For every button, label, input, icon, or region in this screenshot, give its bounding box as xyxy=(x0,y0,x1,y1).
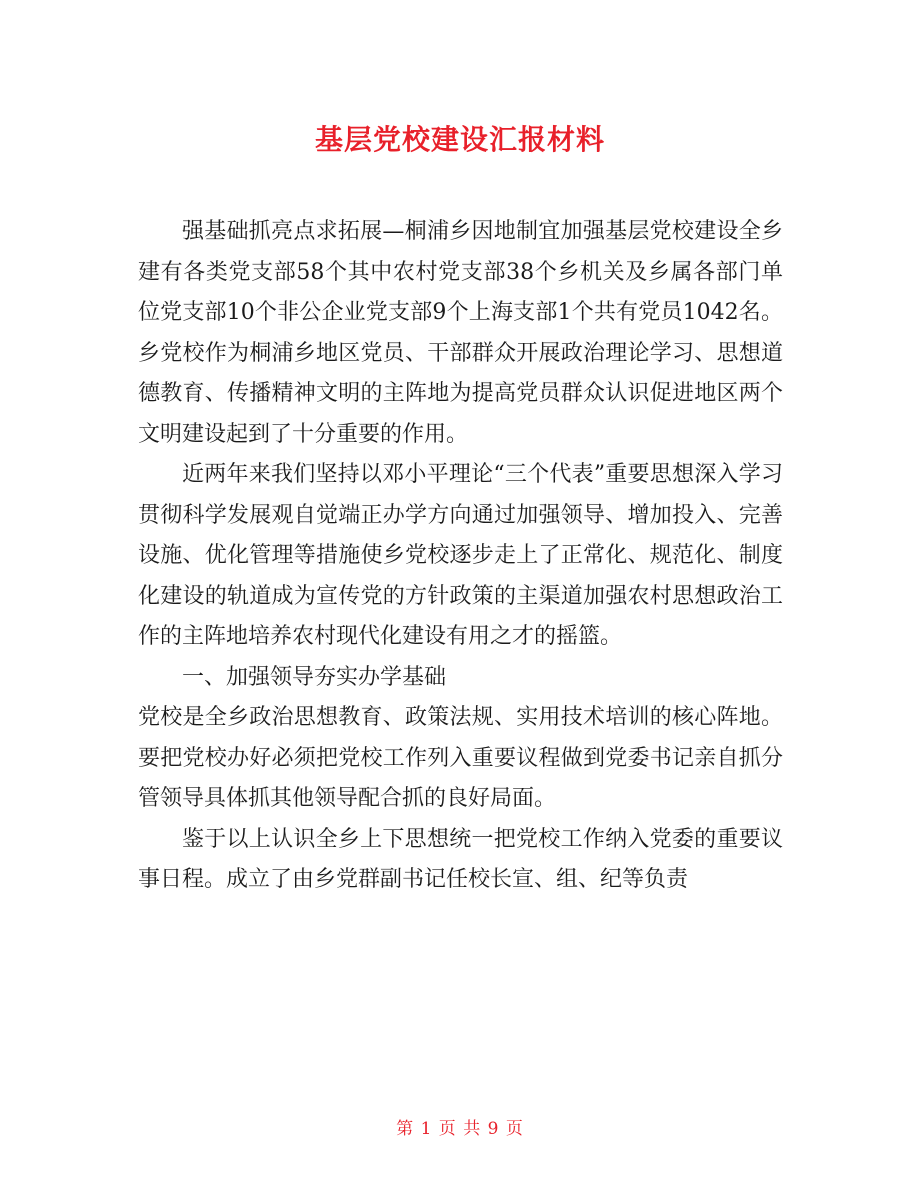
paragraph-leadership: 鉴于以上认识全乡上下思想统一把党校工作纳入党委的重要议事日程。成立了由乡党群副书记任校长宣、组、纪等负责 xyxy=(138,826,783,892)
paragraph-progress: 近两年来我们坚持以邓小平理论“三个代表”重要思想深入学习贯彻科学发展观自觉端正办学方向通过加强领导、增加投入、完善设施、优化管理等措施使乡党校逐步走上了正常化、规范化、制度化建设的轨道成为宣传党的方针政策的主渠道加强农村思想政治工作的主阵地培养农村现代化建设有用之才的摇篮。 xyxy=(138,462,783,649)
paragraph-section-1: 党校是全乡政治思想教育、政策法规、实用技术培训的核心阵地。要把党校办好必须把党校工作列入重要议程做到党委书记亲自抓分管领导具体抓其他领导配合抓的良好局面。 xyxy=(138,705,783,811)
page-number-footer: 第 1 页 共 9 页 xyxy=(396,1119,524,1139)
paragraph-intro: 强基础抓亮点求拓展—桐浦乡因地制宜加强基层党校建设全乡建有各类党支部58个其中农村党支部38个乡机关及乡属各部门单位党支部10个非公企业党支部9个上海支部1个共有党员1042名。乡党校作为桐浦乡地区党员、干部群众开展政治理论学习、思想道德教育、传播精神文明的主阵地为提高党员群众认识促进地区两个文明建设起到了十分重要的作用。 xyxy=(138,219,783,447)
document-body xyxy=(138,212,783,901)
section-heading-1: 一、加强领导夯实办学基础 xyxy=(182,664,447,690)
document-title: 基层党校建设汇报材料 xyxy=(314,123,605,156)
